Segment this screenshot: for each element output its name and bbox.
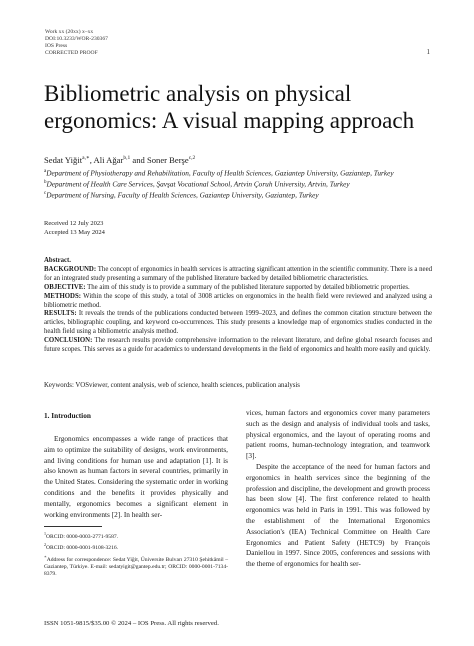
status-line: CORRECTED PROOF bbox=[45, 49, 98, 56]
affiliation-text: Department of Nursing, Faculty of Health Sciences, Gaziantep University, Gaziantep, Turkey bbox=[46, 190, 319, 200]
author-name: Sedat Yiğit bbox=[44, 154, 83, 165]
abstract-objective bbox=[44, 284, 432, 293]
affiliation-sup: b bbox=[44, 180, 47, 186]
left-column bbox=[44, 408, 228, 578]
affiliation bbox=[44, 167, 444, 178]
footnote-text: Address for correspondence: Sedat Yiğit, Üniversite Bulvarı 27310 Şehitkâmil – Gaziantep, Türkiye. E-mail: sedatyigit@gantep.edu.tr; ORCID: 0000-0001-7134-8379. bbox=[44, 556, 228, 577]
abstract-label: METHODS: bbox=[44, 292, 82, 300]
copyright-footer: ISSN 1051-9815/$35.00 © 2024 – IOS Press. All rights reserved. bbox=[44, 620, 219, 627]
footnote bbox=[44, 553, 228, 578]
abstract-heading: Abstract. bbox=[44, 257, 71, 264]
footnote-sup: 2 bbox=[44, 542, 46, 548]
received-date: Received 12 July 2023 bbox=[44, 220, 104, 227]
author-sup: a,∗ bbox=[82, 155, 90, 161]
author-separator: , bbox=[89, 154, 94, 165]
affiliation bbox=[44, 178, 444, 189]
affiliation-list bbox=[44, 167, 444, 200]
body-paragraph: vices, human factors and ergonomics cover many parameters such as the design and analysis of individual tools and tasks, physical ergonomics, and the layout of operating rooms and patient rooms, human-technology integration, and teamwork [3]. bbox=[246, 408, 430, 461]
author-list bbox=[44, 153, 195, 166]
footnotes bbox=[44, 530, 228, 578]
publisher-line: IOS Press bbox=[45, 42, 68, 49]
affiliation-sup: c bbox=[44, 191, 47, 197]
abstract-label: CONCLUSION: bbox=[44, 337, 93, 345]
abstract-text: The aim of this study is to provide a summary of the published literature supported by detailed bibliometric properties. bbox=[87, 283, 410, 291]
author-sup: b,1 bbox=[123, 155, 131, 161]
footnote-text: ORCID: 0000-0001-9108-3216. bbox=[46, 545, 119, 552]
abstract-label: RESULTS: bbox=[44, 310, 77, 318]
footnote-text: ORCID: 0000-0003-2771-9587. bbox=[46, 534, 119, 541]
author-name: Ali Ağar bbox=[93, 154, 124, 165]
abstract-background bbox=[44, 266, 432, 284]
body-paragraph: Despite the acceptance of the need for human factors and ergonomics in health services since the beginning of the profession and discipline, the development and growth process has been slow [4]. The first conference related to health ergonomics was held in Paris in 1991. This was followed by the establishment of the International Ergonomics Association's (IEA) Technical Committee on Health Care Ergonomics and Patient Safety (HETC9) by François Daniellou in 1997. Since 2005, conferences and sessions with the theme of ergonomics for health ser- bbox=[246, 461, 430, 569]
footnote-sup: 1 bbox=[44, 531, 46, 537]
accepted-date: Accepted 13 May 2024 bbox=[44, 229, 105, 237]
abstract-text: Within the scope of this study, a total of 3008 articles on ergonomics in the health field were reviewed and analyzed using a bibliometric method. bbox=[44, 292, 432, 309]
section-heading: 1. Introduction bbox=[44, 411, 91, 420]
doi-line: DOI:10.3233/WOR-230367 bbox=[45, 35, 108, 42]
footnote bbox=[44, 541, 228, 552]
affiliation bbox=[44, 189, 444, 200]
paper-title: Bibliometric analysis on physical ergonomics: A visual mapping approach bbox=[44, 81, 415, 133]
journal-meta bbox=[45, 29, 108, 57]
footnote-sup: ∗ bbox=[44, 553, 47, 559]
abstract-results bbox=[44, 310, 432, 337]
journal-line: Work xx (20xx) x–xx bbox=[45, 29, 94, 35]
abstract-text: It reveals the trends of the publications conducted between 1999–2023, and defines the common citation structure between the articles, bibliographic coupling, and keyword co-occurrences. This study presents a knowledge map of ergonomics studies conducted in the health field using a bibliometric analysis method. bbox=[44, 310, 433, 336]
abstract-text: The concept of ergonomics in health services is attracting significant attention in the scientific community. There is a need for an integrated study presenting a summary of the published literature backed by detailed bibliometric characteristics. bbox=[44, 265, 432, 282]
body-paragraph: Ergonomics encompasses a wide range of practices that aim to optimize the suitability of designs, work environments, and living conditions for human use and adaptation [1]. It is also known as human factors in several countries, primarily in the United States. Considering the systematic order in working conditions and the benefits it provides physically and mentally, ergonomics becomes a significant element in working environments [2]. In health ser- bbox=[44, 434, 228, 519]
abstract-text: The research results provide comprehensive information to the relevant literature, and define global research focuses and future scopes. This serves as a guide for academics to understand developments in the field of ergonomics and health more easily and quickly. bbox=[44, 337, 433, 354]
footnote bbox=[44, 530, 228, 541]
footnote-divider bbox=[44, 526, 102, 527]
abstract-conclusion bbox=[44, 337, 432, 355]
abstract-methods bbox=[44, 293, 432, 311]
affiliation-text: Department of Health Care Services, Şavşat Vocational School, Artvin Çoruh University, Artvin, Turkey bbox=[46, 179, 350, 189]
abstract bbox=[44, 257, 432, 355]
submission-dates bbox=[44, 219, 105, 238]
author-sup: c,2 bbox=[188, 155, 196, 161]
right-column bbox=[246, 408, 430, 570]
author-separator: and bbox=[130, 154, 147, 165]
author-name: Soner Berşe bbox=[146, 154, 189, 165]
abstract-label: OBJECTIVE: bbox=[44, 283, 86, 291]
affiliation-text: Department of Physiotherapy and Rehabilitation, Faculty of Health Sciences, Gaziantep University, Gaziantep, Turkey bbox=[46, 168, 394, 178]
page-number: 1 bbox=[426, 48, 430, 56]
affiliation-sup: a bbox=[44, 169, 47, 174]
abstract-label: BACKGROUND: bbox=[44, 265, 97, 273]
keywords: Keywords: VOSviewer, content analysis, web of science, health sciences, publication analysis bbox=[44, 382, 300, 389]
